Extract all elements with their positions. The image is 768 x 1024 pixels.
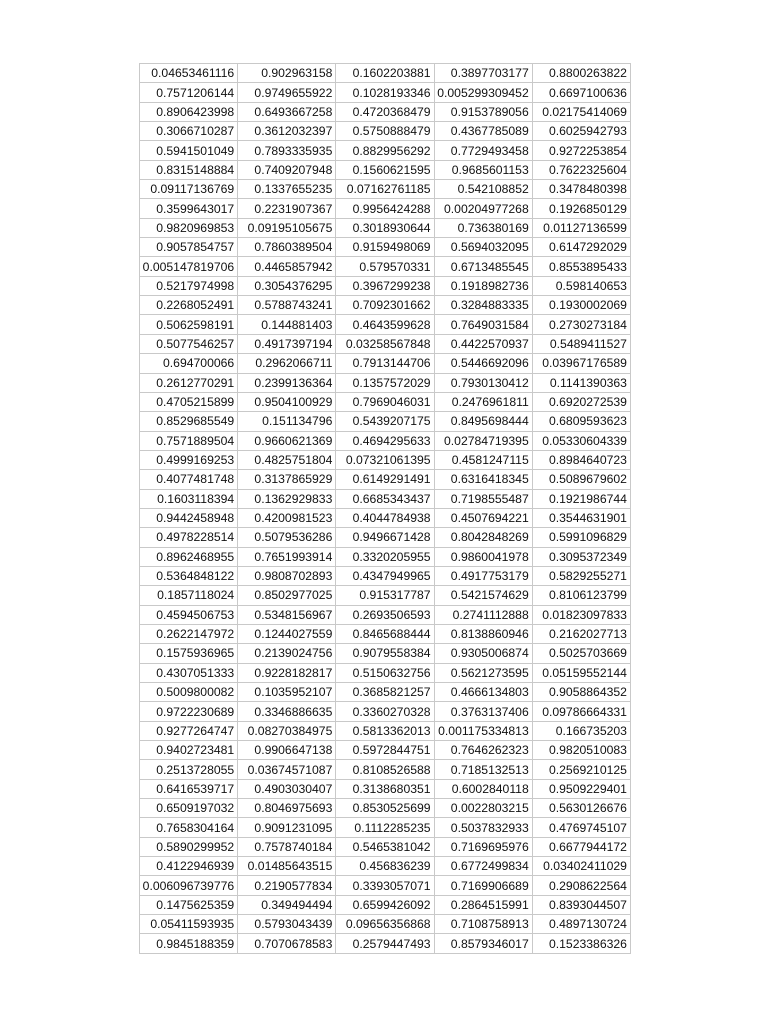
table-cell[interactable]: 0.9496671428 — [336, 528, 434, 547]
table-row — [140, 934, 631, 953]
table-cell[interactable]: 0.5829255271 — [532, 566, 630, 585]
table-row — [140, 837, 631, 856]
table-cell[interactable]: 0.6920272539 — [532, 392, 630, 411]
table-cell[interactable]: 0.6493667258 — [238, 102, 336, 121]
table-cell[interactable]: 0.6025942793 — [532, 122, 630, 141]
table-cell[interactable]: 0.3054376295 — [238, 276, 336, 295]
table-row — [140, 818, 631, 837]
table-cell[interactable]: 0.9277264747 — [140, 721, 238, 740]
table-cell[interactable]: 0.7649031584 — [434, 315, 532, 334]
table-cell[interactable]: 0.9504100929 — [238, 392, 336, 411]
table-cell[interactable]: 0.5941501049 — [140, 141, 238, 160]
table-cell[interactable]: 0.7198555487 — [434, 489, 532, 508]
table-cell[interactable]: 0.4507694221 — [434, 508, 532, 527]
table-cell[interactable]: 0.5037832933 — [434, 818, 532, 837]
table-row — [140, 276, 631, 295]
table-cell[interactable]: 0.7571889504 — [140, 431, 238, 450]
table-cell[interactable]: 0.151134796 — [238, 412, 336, 431]
table-cell[interactable]: 0.9272253854 — [532, 141, 630, 160]
table-cell[interactable]: 0.7092301662 — [336, 296, 434, 315]
table-cell[interactable]: 0.9079558384 — [336, 644, 434, 663]
table-row — [140, 489, 631, 508]
table-cell[interactable]: 0.8800263822 — [532, 64, 630, 83]
table-cell[interactable]: 0.902963158 — [238, 64, 336, 83]
table-cell[interactable]: 0.6147292029 — [532, 238, 630, 257]
table-cell[interactable]: 0.7169695976 — [434, 837, 532, 856]
table-cell[interactable]: 0.2579447493 — [336, 934, 434, 953]
table-cell[interactable]: 0.4581247115 — [434, 450, 532, 469]
table-cell[interactable]: 0.4903030407 — [238, 779, 336, 798]
table-cell[interactable]: 0.3897703177 — [434, 64, 532, 83]
table-cell[interactable]: 0.7070678583 — [238, 934, 336, 953]
table-cell[interactable]: 0.1857118024 — [140, 586, 238, 605]
table-row — [140, 334, 631, 353]
table-cell[interactable]: 0.1112285235 — [336, 818, 434, 837]
table-row — [140, 702, 631, 721]
table-cell[interactable]: 0.4200981523 — [238, 508, 336, 527]
table-cell[interactable]: 0.6599426092 — [336, 895, 434, 914]
table-cell[interactable]: 0.9685601153 — [434, 160, 532, 179]
table-cell[interactable]: 0.09195105675 — [238, 218, 336, 237]
table-cell[interactable]: 0.6697100636 — [532, 83, 630, 102]
table-cell[interactable]: 0.3320205955 — [336, 547, 434, 566]
table-cell[interactable]: 0.5972844751 — [336, 741, 434, 760]
table-cell[interactable]: 0.7571206144 — [140, 83, 238, 102]
table-cell[interactable]: 0.8108526588 — [336, 760, 434, 779]
table-row — [140, 857, 631, 876]
table-cell[interactable]: 0.2513728055 — [140, 760, 238, 779]
table-cell[interactable]: 0.09117136769 — [140, 180, 238, 199]
table-cell[interactable]: 0.8553895433 — [532, 257, 630, 276]
table-cell[interactable]: 0.736380169 — [434, 218, 532, 237]
table-cell[interactable]: 0.3284883335 — [434, 296, 532, 315]
table-cell[interactable]: 0.1035952107 — [238, 683, 336, 702]
table-cell[interactable]: 0.1603118394 — [140, 489, 238, 508]
table-cell[interactable]: 0.1560621595 — [336, 160, 434, 179]
table-row — [140, 605, 631, 624]
table-cell[interactable]: 0.7185132513 — [434, 760, 532, 779]
table-cell[interactable]: 0.4694295633 — [336, 431, 434, 450]
table-cell[interactable]: 0.1575936965 — [140, 644, 238, 663]
table-cell[interactable]: 0.3544631901 — [532, 508, 630, 527]
table-cell[interactable]: 0.03258567848 — [336, 334, 434, 353]
table-cell[interactable]: 0.6149291491 — [336, 470, 434, 489]
table-cell[interactable]: 0.01823097833 — [532, 605, 630, 624]
table-cell[interactable]: 0.005299309452 — [434, 83, 532, 102]
table-cell[interactable]: 0.9749655922 — [238, 83, 336, 102]
table-cell[interactable]: 0.2741112888 — [434, 605, 532, 624]
table-row — [140, 547, 631, 566]
table-cell[interactable]: 0.4347949965 — [336, 566, 434, 585]
table-cell[interactable]: 0.7651993914 — [238, 547, 336, 566]
table-cell[interactable]: 0.5991096829 — [532, 528, 630, 547]
table-cell[interactable]: 0.00204977268 — [434, 199, 532, 218]
table-cell[interactable]: 0.9091231095 — [238, 818, 336, 837]
table-cell[interactable]: 0.07162761185 — [336, 180, 434, 199]
table-cell[interactable]: 0.4643599628 — [336, 315, 434, 334]
table-row — [140, 586, 631, 605]
table-row — [140, 218, 631, 237]
table-cell[interactable]: 0.5446692096 — [434, 354, 532, 373]
table-cell[interactable]: 0.5813362013 — [336, 721, 434, 740]
table-cell[interactable]: 0.9153789056 — [434, 102, 532, 121]
table-cell[interactable]: 0.7622325604 — [532, 160, 630, 179]
table-cell[interactable]: 0.1337655235 — [238, 180, 336, 199]
table-cell[interactable]: 0.4307051333 — [140, 663, 238, 682]
table-row — [140, 412, 631, 431]
table-row — [140, 373, 631, 392]
table-cell[interactable]: 0.2476961811 — [434, 392, 532, 411]
table-cell[interactable]: 0.9820510083 — [532, 741, 630, 760]
table-cell[interactable]: 0.04653461116 — [140, 64, 238, 83]
table-cell[interactable]: 0.2231907367 — [238, 199, 336, 218]
table-row — [140, 915, 631, 934]
table-cell[interactable]: 0.6002840118 — [434, 779, 532, 798]
table-cell[interactable]: 0.5793043439 — [238, 915, 336, 934]
table-cell[interactable]: 0.3612032397 — [238, 122, 336, 141]
table-cell[interactable]: 0.2268052491 — [140, 296, 238, 315]
table-cell[interactable]: 0.5750888479 — [336, 122, 434, 141]
table-cell[interactable]: 0.2612770291 — [140, 373, 238, 392]
table-cell[interactable]: 0.5089679602 — [532, 470, 630, 489]
table-cell[interactable]: 0.2399136364 — [238, 373, 336, 392]
table-row — [140, 644, 631, 663]
table-cell[interactable]: 0.8984640723 — [532, 450, 630, 469]
table-row — [140, 663, 631, 682]
table-cell[interactable]: 0.3018930644 — [336, 218, 434, 237]
table-cell[interactable]: 0.6713485545 — [434, 257, 532, 276]
table-cell[interactable]: 0.4917753179 — [434, 566, 532, 585]
table-cell[interactable]: 0.349494494 — [238, 895, 336, 914]
table-cell[interactable]: 0.1362929833 — [238, 489, 336, 508]
table-cell[interactable]: 0.4769745107 — [532, 818, 630, 837]
table-cell[interactable]: 0.5694032095 — [434, 238, 532, 257]
table-cell[interactable]: 0.4999169253 — [140, 450, 238, 469]
table-cell[interactable]: 0.01485643515 — [238, 857, 336, 876]
table-cell[interactable]: 0.598140653 — [532, 276, 630, 295]
table-cell[interactable]: 0.4720368479 — [336, 102, 434, 121]
table-cell[interactable]: 0.1918982736 — [434, 276, 532, 295]
table-cell[interactable]: 0.05411593935 — [140, 915, 238, 934]
table-cell[interactable]: 0.6677944172 — [532, 837, 630, 856]
table-row — [140, 566, 631, 585]
table-cell[interactable]: 0.2162027713 — [532, 624, 630, 643]
table-cell[interactable]: 0.7893335935 — [238, 141, 336, 160]
table-cell[interactable]: 0.3478480398 — [532, 180, 630, 199]
table-cell[interactable]: 0.1602203881 — [336, 64, 434, 83]
table-cell[interactable]: 0.7860389504 — [238, 238, 336, 257]
table-cell[interactable]: 0.3137865929 — [238, 470, 336, 489]
table-cell[interactable]: 0.5890299952 — [140, 837, 238, 856]
table-cell[interactable]: 0.2864515991 — [434, 895, 532, 914]
table-cell[interactable]: 0.1926850129 — [532, 199, 630, 218]
table-cell[interactable]: 0.8529685549 — [140, 412, 238, 431]
table-cell[interactable]: 0.3095372349 — [532, 547, 630, 566]
table-cell[interactable]: 0.5788743241 — [238, 296, 336, 315]
table-cell[interactable]: 0.4594506753 — [140, 605, 238, 624]
table-cell[interactable]: 0.3599643017 — [140, 199, 238, 218]
table-cell[interactable]: 0.456836239 — [336, 857, 434, 876]
table-cell[interactable]: 0.7169906689 — [434, 876, 532, 895]
table-row — [140, 760, 631, 779]
table-row — [140, 741, 631, 760]
table-cell[interactable]: 0.07321061395 — [336, 450, 434, 469]
table-cell[interactable]: 0.4044784938 — [336, 508, 434, 527]
data-table — [139, 63, 631, 954]
table-row — [140, 799, 631, 818]
table-cell[interactable]: 0.4705215899 — [140, 392, 238, 411]
table-cell[interactable]: 0.5439207175 — [336, 412, 434, 431]
table-cell[interactable]: 0.9057854757 — [140, 238, 238, 257]
table-cell[interactable]: 0.8829956292 — [336, 141, 434, 160]
table-cell[interactable]: 0.1523386326 — [532, 934, 630, 953]
table-cell[interactable]: 0.8106123799 — [532, 586, 630, 605]
table-cell[interactable]: 0.6509197032 — [140, 799, 238, 818]
table-cell[interactable]: 0.2962066711 — [238, 354, 336, 373]
table-row — [140, 721, 631, 740]
table-cell[interactable]: 0.3763137406 — [434, 702, 532, 721]
table-cell[interactable]: 0.9228182817 — [238, 663, 336, 682]
table-cell[interactable]: 0.4422570937 — [434, 334, 532, 353]
table-cell[interactable]: 0.8502977025 — [238, 586, 336, 605]
table-cell[interactable]: 0.9660621369 — [238, 431, 336, 450]
table-cell[interactable]: 0.8530525699 — [336, 799, 434, 818]
table-cell[interactable]: 0.2908622564 — [532, 876, 630, 895]
table-cell[interactable]: 0.5621273595 — [434, 663, 532, 682]
table-cell[interactable]: 0.9305006874 — [434, 644, 532, 663]
table-cell[interactable]: 0.05159552144 — [532, 663, 630, 682]
table-cell[interactable]: 0.09786664331 — [532, 702, 630, 721]
table-cell[interactable]: 0.3360270328 — [336, 702, 434, 721]
table-row — [140, 624, 631, 643]
table-cell[interactable]: 0.6685343437 — [336, 489, 434, 508]
table-cell[interactable]: 0.4666134803 — [434, 683, 532, 702]
table-cell[interactable]: 0.9058864352 — [532, 683, 630, 702]
table-cell[interactable]: 0.4917397194 — [238, 334, 336, 353]
table-cell[interactable]: 0.9722230689 — [140, 702, 238, 721]
table-cell[interactable]: 0.9159498069 — [336, 238, 434, 257]
table-cell[interactable]: 0.5630126676 — [532, 799, 630, 818]
table-cell[interactable]: 0.1141390363 — [532, 373, 630, 392]
table-cell[interactable]: 0.4897130724 — [532, 915, 630, 934]
table-cell[interactable]: 0.8495698444 — [434, 412, 532, 431]
table-row — [140, 431, 631, 450]
table-body — [140, 64, 631, 954]
table-cell[interactable]: 0.5079536286 — [238, 528, 336, 547]
table-cell[interactable]: 0.9820969853 — [140, 218, 238, 237]
table-cell[interactable]: 0.2190577834 — [238, 876, 336, 895]
table-row — [140, 354, 631, 373]
table-row — [140, 895, 631, 914]
table-cell[interactable]: 0.2622147972 — [140, 624, 238, 643]
table-cell[interactable]: 0.03967176589 — [532, 354, 630, 373]
table-cell[interactable]: 0.9402723481 — [140, 741, 238, 760]
table-cell[interactable]: 0.5364848122 — [140, 566, 238, 585]
table-cell[interactable]: 0.1475625359 — [140, 895, 238, 914]
table-cell[interactable]: 0.7578740184 — [238, 837, 336, 856]
table-cell[interactable]: 0.7969046031 — [336, 392, 434, 411]
table-cell[interactable]: 0.3138680351 — [336, 779, 434, 798]
table-cell[interactable]: 0.03674571087 — [238, 760, 336, 779]
table-cell[interactable]: 0.8906423998 — [140, 102, 238, 121]
table-cell[interactable]: 0.694700066 — [140, 354, 238, 373]
table-cell[interactable]: 0.8962468955 — [140, 547, 238, 566]
table-cell[interactable]: 0.8465688444 — [336, 624, 434, 643]
table-cell[interactable]: 0.7646262323 — [434, 741, 532, 760]
table-row — [140, 296, 631, 315]
table-cell[interactable]: 0.6772499834 — [434, 857, 532, 876]
table-cell[interactable]: 0.7108758913 — [434, 915, 532, 934]
table-row — [140, 238, 631, 257]
table-cell[interactable]: 0.3685821257 — [336, 683, 434, 702]
table-row — [140, 876, 631, 895]
table-row — [140, 470, 631, 489]
table-cell[interactable]: 0.5077546257 — [140, 334, 238, 353]
table-cell[interactable]: 0.7729493458 — [434, 141, 532, 160]
table-cell[interactable]: 0.005147819706 — [140, 257, 238, 276]
table-cell[interactable]: 0.7930130412 — [434, 373, 532, 392]
table-cell[interactable]: 0.5009800082 — [140, 683, 238, 702]
table-cell[interactable]: 0.6316418345 — [434, 470, 532, 489]
table-cell[interactable]: 0.579570331 — [336, 257, 434, 276]
table-cell[interactable]: 0.7658304164 — [140, 818, 238, 837]
table-cell[interactable]: 0.7913144706 — [336, 354, 434, 373]
table-cell[interactable]: 0.09656356868 — [336, 915, 434, 934]
table-row — [140, 122, 631, 141]
table-cell[interactable]: 0.001175334813 — [434, 721, 532, 740]
table-cell[interactable]: 0.9845188359 — [140, 934, 238, 953]
table-cell[interactable]: 0.02175414069 — [532, 102, 630, 121]
table-cell[interactable]: 0.2569210125 — [532, 760, 630, 779]
table-cell[interactable]: 0.1357572029 — [336, 373, 434, 392]
table-row — [140, 528, 631, 547]
table-row — [140, 779, 631, 798]
table-cell[interactable]: 0.4122946939 — [140, 857, 238, 876]
table-row — [140, 180, 631, 199]
table-cell[interactable]: 0.5348156967 — [238, 605, 336, 624]
table-cell[interactable]: 0.0022803215 — [434, 799, 532, 818]
table-cell[interactable]: 0.3346886635 — [238, 702, 336, 721]
table-cell[interactable]: 0.05330604339 — [532, 431, 630, 450]
table-cell[interactable]: 0.3393057071 — [336, 876, 434, 895]
table-cell[interactable]: 0.5062598191 — [140, 315, 238, 334]
table-cell[interactable]: 0.9442458948 — [140, 508, 238, 527]
table-cell[interactable]: 0.1930002069 — [532, 296, 630, 315]
table-row — [140, 64, 631, 83]
table-cell[interactable]: 0.5025703669 — [532, 644, 630, 663]
table-row — [140, 83, 631, 102]
table-row — [140, 257, 631, 276]
table-cell[interactable]: 0.8138860946 — [434, 624, 532, 643]
table-cell[interactable]: 0.542108852 — [434, 180, 532, 199]
table-cell[interactable]: 0.9509229401 — [532, 779, 630, 798]
table-cell[interactable]: 0.8315148884 — [140, 160, 238, 179]
table-cell[interactable]: 0.8042848269 — [434, 528, 532, 547]
table-cell[interactable]: 0.5150632756 — [336, 663, 434, 682]
table-cell[interactable]: 0.5217974998 — [140, 276, 238, 295]
table-cell[interactable]: 0.9956424288 — [336, 199, 434, 218]
table-cell[interactable]: 0.02784719395 — [434, 431, 532, 450]
table-cell[interactable]: 0.8046975693 — [238, 799, 336, 818]
table-cell[interactable]: 0.8393044507 — [532, 895, 630, 914]
table-cell[interactable]: 0.08270384975 — [238, 721, 336, 740]
table-row — [140, 102, 631, 121]
table-row — [140, 199, 631, 218]
table-cell[interactable]: 0.03402411029 — [532, 857, 630, 876]
table-row — [140, 141, 631, 160]
table-cell[interactable]: 0.4077481748 — [140, 470, 238, 489]
table-cell[interactable]: 0.9906647138 — [238, 741, 336, 760]
table-cell[interactable]: 0.6809593623 — [532, 412, 630, 431]
table-cell[interactable]: 0.144881403 — [238, 315, 336, 334]
table-cell[interactable]: 0.5421574629 — [434, 586, 532, 605]
table-row — [140, 315, 631, 334]
table-cell[interactable]: 0.2693506593 — [336, 605, 434, 624]
table-cell[interactable]: 0.2730273184 — [532, 315, 630, 334]
table-cell[interactable]: 0.7409207948 — [238, 160, 336, 179]
table-cell[interactable]: 0.2139024756 — [238, 644, 336, 663]
table-cell[interactable]: 0.1244027559 — [238, 624, 336, 643]
table-row — [140, 683, 631, 702]
table-cell[interactable]: 0.6416539717 — [140, 779, 238, 798]
table-cell[interactable]: 0.9808702893 — [238, 566, 336, 585]
table-cell[interactable]: 0.4825751804 — [238, 450, 336, 469]
table-cell[interactable]: 0.5489411527 — [532, 334, 630, 353]
table-cell[interactable]: 0.3967299238 — [336, 276, 434, 295]
table-row — [140, 450, 631, 469]
table-cell[interactable]: 0.166735203 — [532, 721, 630, 740]
table-cell[interactable]: 0.8579346017 — [434, 934, 532, 953]
table-row — [140, 160, 631, 179]
table-cell[interactable]: 0.4465857942 — [238, 257, 336, 276]
table-cell[interactable]: 0.9860041978 — [434, 547, 532, 566]
table-cell[interactable]: 0.1921986744 — [532, 489, 630, 508]
table-cell[interactable]: 0.5465381042 — [336, 837, 434, 856]
table-cell[interactable]: 0.915317787 — [336, 586, 434, 605]
table-cell[interactable]: 0.01127136599 — [532, 218, 630, 237]
table-row — [140, 392, 631, 411]
table-cell[interactable]: 0.006096739776 — [140, 876, 238, 895]
table-cell[interactable]: 0.4367785089 — [434, 122, 532, 141]
table-cell[interactable]: 0.3066710287 — [140, 122, 238, 141]
table-row — [140, 508, 631, 527]
table-cell[interactable]: 0.4978228514 — [140, 528, 238, 547]
table-cell[interactable]: 0.1028193346 — [336, 83, 434, 102]
